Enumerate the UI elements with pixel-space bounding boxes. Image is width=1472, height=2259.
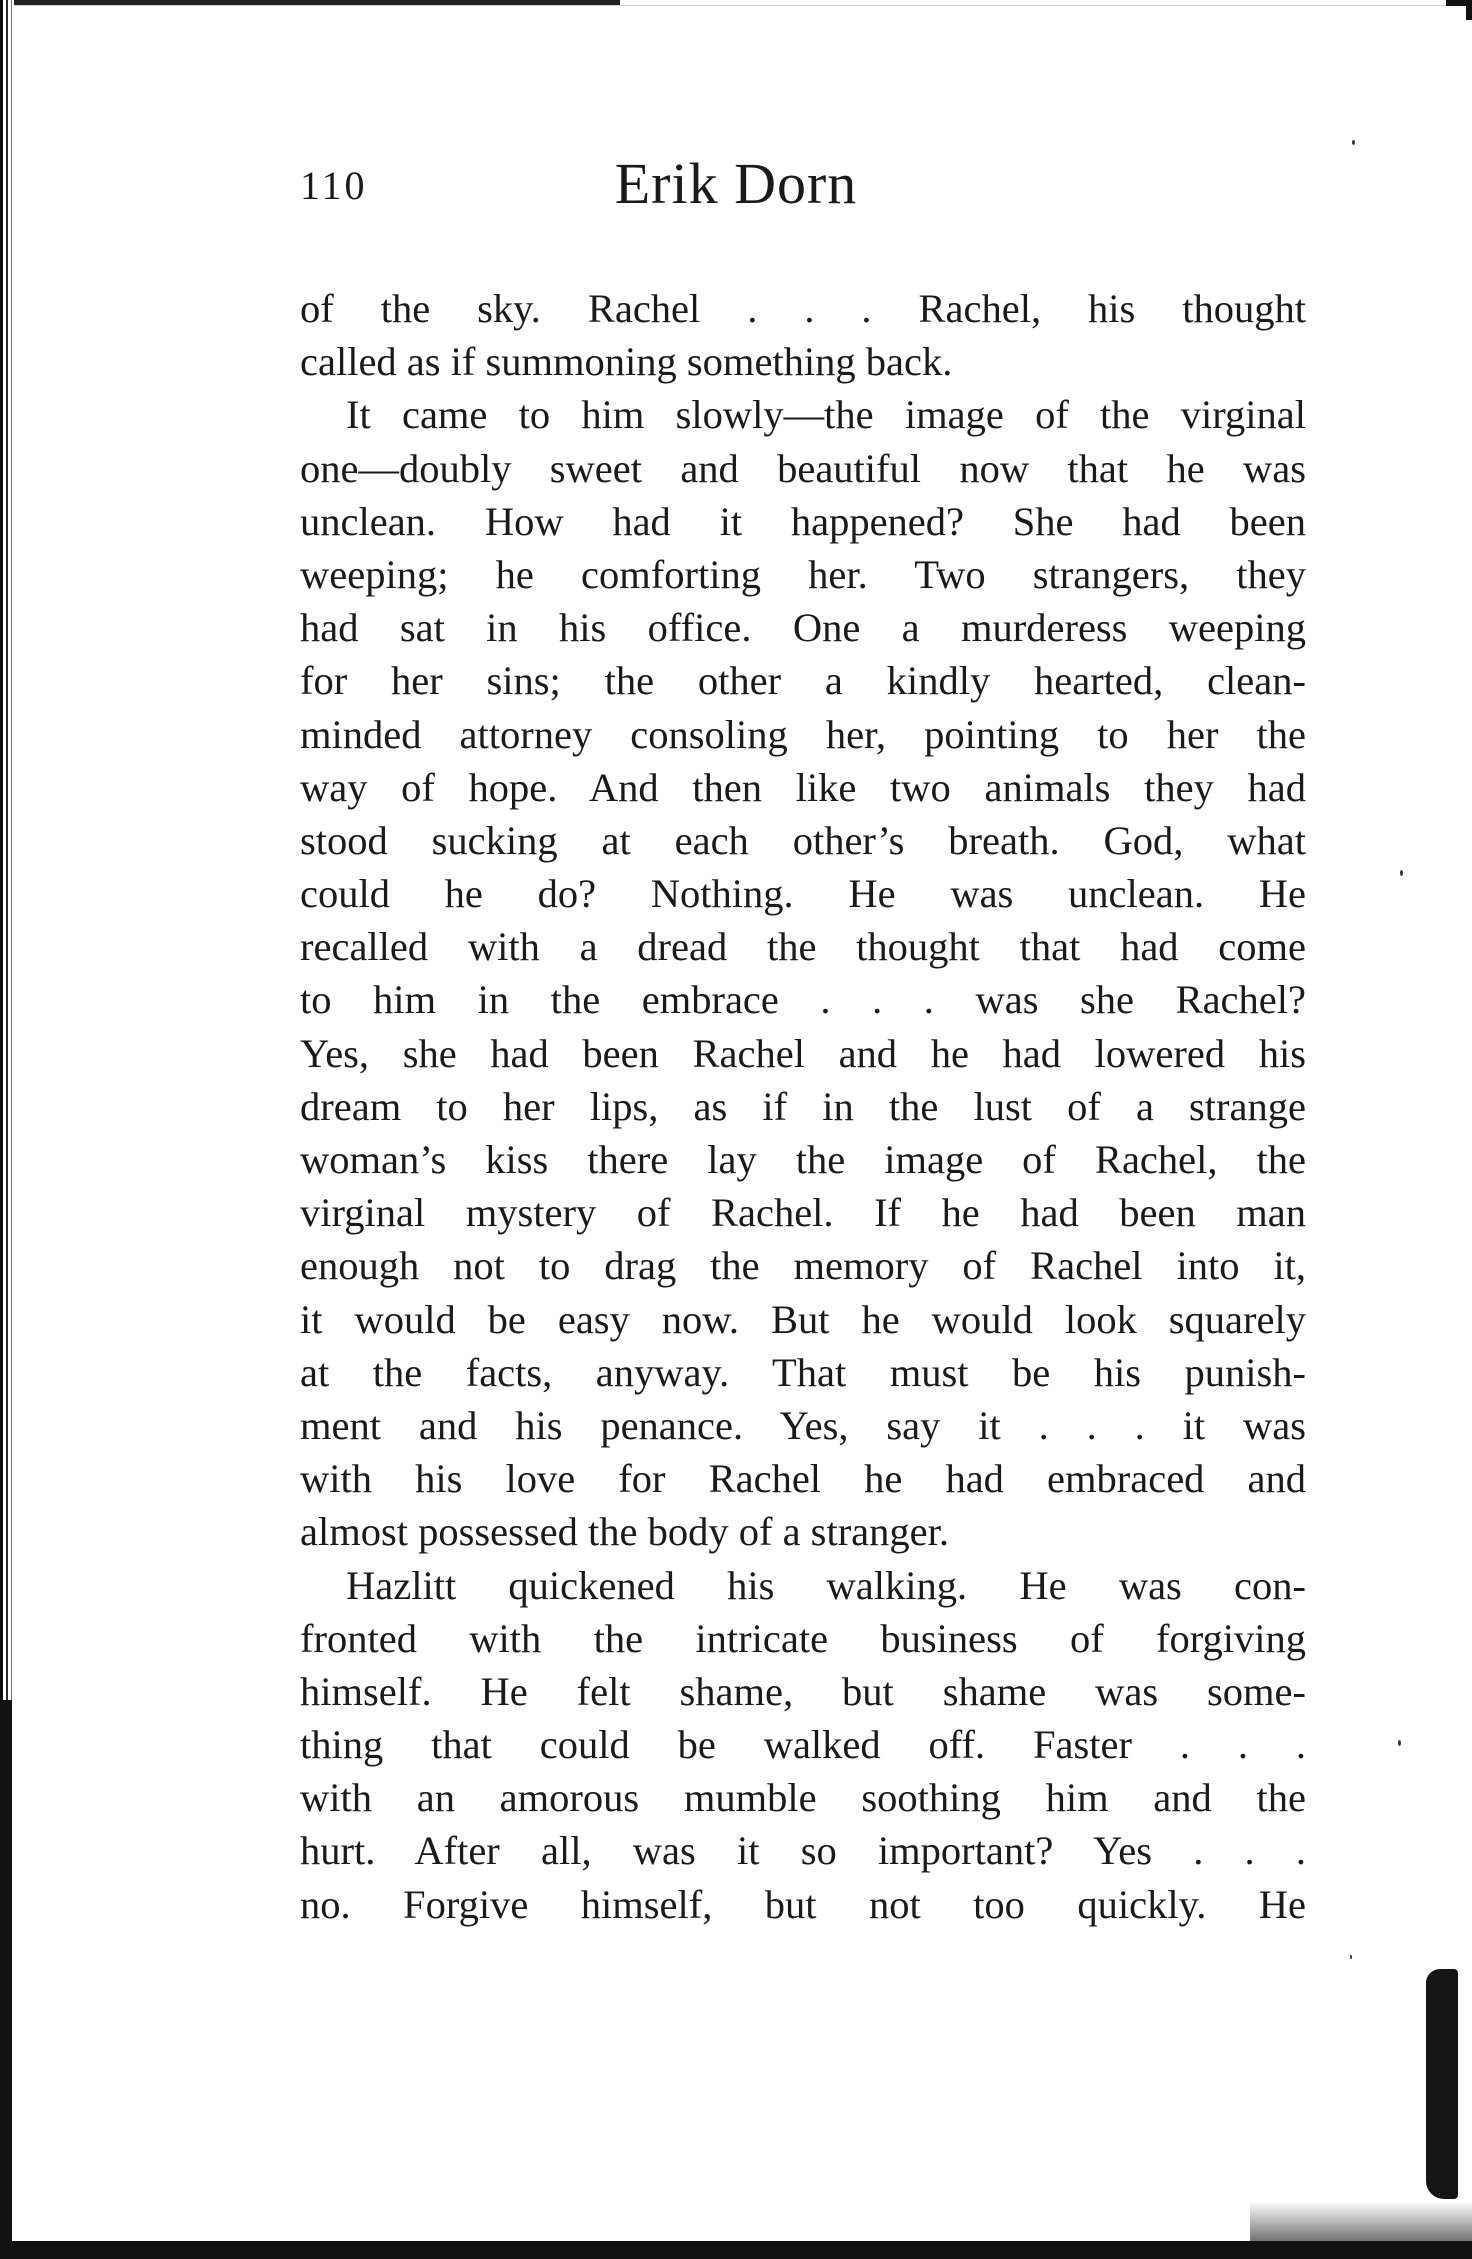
text-line: himself. He felt shame, but shame was some-	[300, 1668, 1306, 1714]
text-line: Hazlitt quickened his walking. He was con-	[346, 1562, 1306, 1608]
text-line: at the facts, anyway. That must be his punish-	[300, 1349, 1306, 1395]
scan-speck	[1400, 870, 1403, 876]
text-line: one—doubly sweet and beautiful now that he was	[300, 445, 1306, 491]
text-line: stood sucking at each other’s breath. God, what	[300, 817, 1306, 863]
page-number: 110	[300, 163, 368, 208]
scan-top-edge	[0, 5, 1472, 6]
text-line: for her sins; the other a kindly hearted, clean-	[300, 658, 1306, 704]
text-line: enough not to drag the memory of Rachel into it,	[300, 1243, 1306, 1289]
text-line: no. Forgive himself, but not too quickly. He	[300, 1881, 1306, 1927]
scan-bottom-shadow	[1250, 2201, 1472, 2241]
scan-speck	[1350, 1955, 1352, 1959]
body-text	[300, 282, 1306, 1931]
scan-page-curl-shadow	[1426, 1969, 1458, 2199]
text-line: called as if summoning something back.	[300, 339, 953, 385]
text-line: weeping; he comforting her. Two strangers, they	[300, 551, 1306, 597]
scan-binding-shadow	[0, 1700, 12, 2259]
text-line: way of hope. And then like two animals they had	[300, 764, 1306, 810]
text-line: fronted with the intricate business of forgiving	[300, 1615, 1306, 1661]
text-line: virginal mystery of Rachel. If he had been man	[300, 1190, 1306, 1236]
text-line: unclean. How had it happened? She had been	[300, 498, 1306, 544]
running-head: Erik Dorn	[614, 151, 858, 216]
text-line: Yes, she had been Rachel and he had lowered his	[300, 1030, 1306, 1076]
text-line: of the sky. Rachel . . . Rachel, his thought	[300, 286, 1306, 331]
text-line: with an amorous mumble soothing him and the	[300, 1775, 1306, 1821]
text-line: woman’s kiss there lay the image of Rachel, the	[300, 1137, 1306, 1182]
text-line: recalled with a dread the thought that had come	[300, 924, 1306, 970]
text-line: minded attorney consoling her, pointing to her the	[300, 711, 1306, 757]
text-line: dream to her lips, as if in the lust of a strange	[300, 1083, 1306, 1129]
scan-speck	[1352, 140, 1355, 145]
scan-corner-mark	[1446, 0, 1472, 20]
text-line: with his love for Rachel he had embraced and	[300, 1456, 1306, 1502]
text-line: hurt. After all, was it so important? Yes . . .	[300, 1828, 1306, 1874]
text-line: ment and his penance. Yes, say it . . . it was	[300, 1402, 1306, 1448]
text-line: had sat in his office. One a murderess weeping	[300, 605, 1306, 651]
text-line: could he do? Nothing. He was unclean. He	[300, 871, 1306, 917]
scan-speck	[1398, 1740, 1401, 1746]
text-line: almost possessed the body of a stranger.	[300, 1509, 950, 1555]
text-line: to him in the embrace . . . was she Rachel?	[300, 977, 1306, 1023]
text-line: It came to him slowly—the image of the virginal	[346, 392, 1306, 438]
text-line: thing that could be walked off. Faster . . .	[300, 1722, 1306, 1768]
text-line: it would be easy now. But he would look squarely	[300, 1296, 1306, 1342]
scan-bottom-edge	[0, 2241, 1472, 2259]
